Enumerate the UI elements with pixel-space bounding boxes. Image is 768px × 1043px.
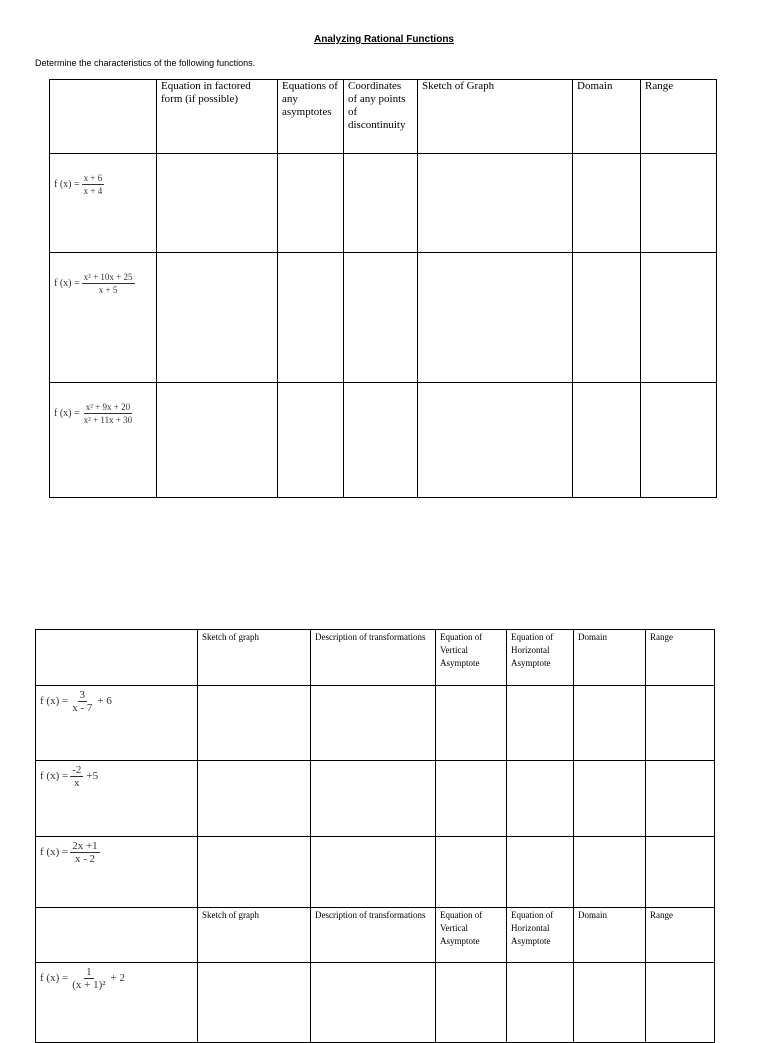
instructions: Determine the characteristics of the following functions. — [35, 58, 256, 68]
function-cell — [36, 837, 198, 908]
answer-cell[interactable] — [646, 761, 715, 837]
table-row — [36, 963, 715, 1043]
page-title: Analyzing Rational Functions — [313, 34, 454, 45]
function-label: f (x) = — [54, 278, 80, 289]
answer-cell[interactable] — [311, 761, 436, 837]
answer-cell[interactable] — [278, 383, 344, 498]
answer-cell[interactable] — [573, 154, 641, 253]
answer-cell[interactable] — [646, 686, 715, 761]
characteristics-table — [49, 79, 717, 498]
answer-cell[interactable] — [344, 154, 418, 253]
table-header-row — [36, 630, 715, 686]
denominator: x - 2 — [74, 853, 96, 865]
answer-cell[interactable] — [198, 686, 311, 761]
header-domain: Domain — [574, 630, 646, 686]
header-vertical-asymptote: Equation of Vertical Asymptote — [436, 908, 507, 963]
numerator: 2x +1 — [72, 840, 98, 852]
function-label: f (x) = — [40, 695, 69, 707]
function-constant: +5 — [86, 770, 99, 782]
numerator: x² + 10x + 25 — [83, 272, 133, 282]
header-cell — [36, 908, 198, 963]
answer-cell[interactable] — [418, 253, 573, 383]
denominator: x - 7 — [72, 702, 93, 714]
function-expression — [54, 271, 136, 296]
denominator: x + 5 — [98, 285, 118, 295]
header-sketch: Sketch of Graph — [418, 80, 573, 154]
numerator: -2 — [72, 764, 82, 776]
function-expression — [54, 172, 105, 197]
table-row — [36, 837, 715, 908]
table-row — [50, 154, 717, 253]
function-cell — [36, 761, 198, 837]
function-label: f (x) = — [40, 846, 69, 858]
answer-cell[interactable] — [507, 761, 574, 837]
function-cell — [36, 686, 198, 761]
answer-cell[interactable] — [278, 154, 344, 253]
answer-cell[interactable] — [157, 253, 278, 383]
answer-cell[interactable] — [574, 686, 646, 761]
answer-cell[interactable] — [436, 963, 507, 1043]
denominator: x² + 11x + 30 — [83, 415, 133, 425]
answer-cell[interactable] — [198, 963, 311, 1043]
numerator: x² + 9x + 20 — [85, 402, 131, 412]
answer-cell[interactable] — [436, 837, 507, 908]
function-label: f (x) = — [54, 179, 80, 190]
table-row — [36, 686, 715, 761]
function-cell — [50, 253, 157, 383]
answer-cell[interactable] — [574, 963, 646, 1043]
header-transformations: Description of transformations — [311, 908, 436, 963]
header-range: Range — [646, 908, 715, 963]
header-asymptotes: Equations of any asymptotes — [278, 80, 344, 154]
answer-cell[interactable] — [646, 837, 715, 908]
function-constant: + 2 — [110, 972, 125, 984]
denominator: x + 4 — [83, 186, 103, 196]
function-label: f (x) = — [40, 770, 69, 782]
answer-cell[interactable] — [278, 253, 344, 383]
answer-cell[interactable] — [436, 686, 507, 761]
numerator: 1 — [86, 966, 92, 978]
answer-cell[interactable] — [641, 383, 717, 498]
header-horizontal-asymptote: Equation of Horizontal Asymptote — [507, 908, 574, 963]
answer-cell[interactable] — [573, 383, 641, 498]
function-expression — [40, 764, 98, 789]
answer-cell[interactable] — [574, 837, 646, 908]
header-sketch: Sketch of graph — [198, 630, 311, 686]
header-sketch: Sketch of graph — [198, 908, 311, 963]
header-cell — [36, 630, 198, 686]
table-header-row — [36, 908, 715, 963]
function-cell — [36, 963, 198, 1043]
header-domain: Domain — [574, 908, 646, 963]
function-cell — [50, 154, 157, 253]
denominator: (x + 1)² — [72, 979, 106, 991]
numerator: x + 6 — [83, 173, 103, 183]
answer-cell[interactable] — [311, 837, 436, 908]
function-label: f (x) = — [40, 972, 69, 984]
function-cell — [50, 383, 157, 498]
answer-cell[interactable] — [418, 383, 573, 498]
transformations-table — [35, 629, 715, 1043]
answer-cell[interactable] — [573, 253, 641, 383]
header-vertical-asymptote: Equation of Vertical Asymptote — [436, 630, 507, 686]
answer-cell[interactable] — [507, 686, 574, 761]
header-factored-form: Equation in factored form (if possible) — [157, 80, 278, 154]
answer-cell[interactable] — [311, 963, 436, 1043]
answer-cell[interactable] — [198, 761, 311, 837]
header-domain: Domain — [573, 80, 641, 154]
answer-cell[interactable] — [641, 154, 717, 253]
function-expression — [40, 966, 125, 991]
header-cell — [50, 80, 157, 154]
answer-cell[interactable] — [641, 253, 717, 383]
function-constant: + 6 — [97, 695, 112, 707]
function-expression — [54, 401, 135, 426]
header-range: Range — [641, 80, 717, 154]
answer-cell[interactable] — [344, 383, 418, 498]
header-horizontal-asymptote: Equation of Horizontal Asymptote — [507, 630, 574, 686]
answer-cell[interactable] — [507, 963, 574, 1043]
function-expression — [40, 689, 112, 714]
answer-cell[interactable] — [436, 761, 507, 837]
answer-cell[interactable] — [646, 963, 715, 1043]
header-discontinuity: Coordinates of any points of discontinuity — [344, 80, 418, 154]
answer-cell[interactable] — [157, 154, 278, 253]
function-expression — [40, 840, 103, 865]
table-row — [36, 761, 715, 837]
numerator: 3 — [79, 689, 86, 701]
answer-cell[interactable] — [311, 686, 436, 761]
denominator: x — [74, 777, 80, 789]
table-row — [50, 383, 717, 498]
answer-cell[interactable] — [157, 383, 278, 498]
answer-cell[interactable] — [507, 837, 574, 908]
table-header-row — [50, 80, 717, 154]
answer-cell[interactable] — [574, 761, 646, 837]
header-range: Range — [646, 630, 715, 686]
function-label: f (x) = — [54, 408, 80, 419]
answer-cell[interactable] — [344, 253, 418, 383]
answer-cell[interactable] — [198, 837, 311, 908]
header-transformations: Description of transformations — [311, 630, 436, 686]
table-row — [50, 253, 717, 383]
answer-cell[interactable] — [418, 154, 573, 253]
